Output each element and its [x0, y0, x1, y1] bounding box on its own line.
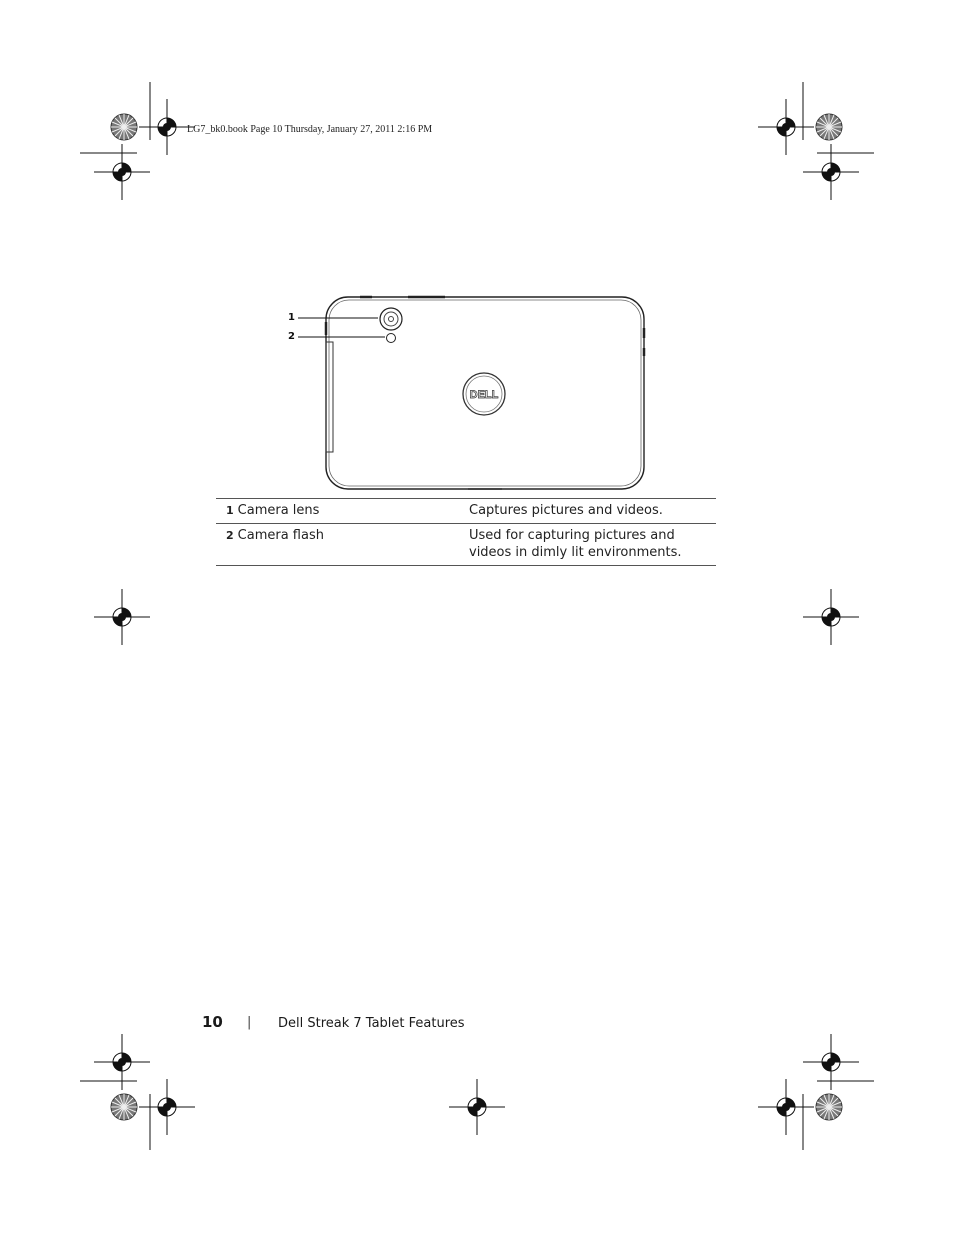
table-row	[216, 499, 716, 524]
row-number: 2	[226, 529, 234, 542]
tablet-back-illustration	[280, 290, 650, 495]
feature-description: Used for capturing pictures and videos in dimly lit environments.	[469, 528, 682, 560]
table-row	[216, 524, 716, 566]
callout-1: 1	[288, 312, 295, 323]
feature-table	[216, 498, 716, 566]
feature-name: Camera lens	[237, 503, 320, 518]
row-number: 1	[226, 504, 234, 517]
callout-2: 2	[288, 331, 295, 342]
feature-description: Captures pictures and videos.	[469, 503, 663, 518]
feature-name: Camera flash	[237, 528, 324, 543]
feature-name-cell	[216, 499, 469, 524]
page-number: 10	[202, 1013, 223, 1031]
svg-text:DELL: DELL	[469, 389, 499, 401]
print-slug: LG7_bk0.book Page 10 Thursday, January 27, 2011 2:16 PM	[187, 124, 433, 135]
feature-name-cell	[216, 524, 469, 566]
footer-separator: |	[247, 1015, 252, 1030]
chapter-title: Dell Streak 7 Tablet Features	[278, 1016, 465, 1031]
camera-lens-icon	[380, 308, 402, 330]
camera-flash-icon	[387, 334, 396, 343]
dell-logo-icon	[463, 373, 505, 415]
